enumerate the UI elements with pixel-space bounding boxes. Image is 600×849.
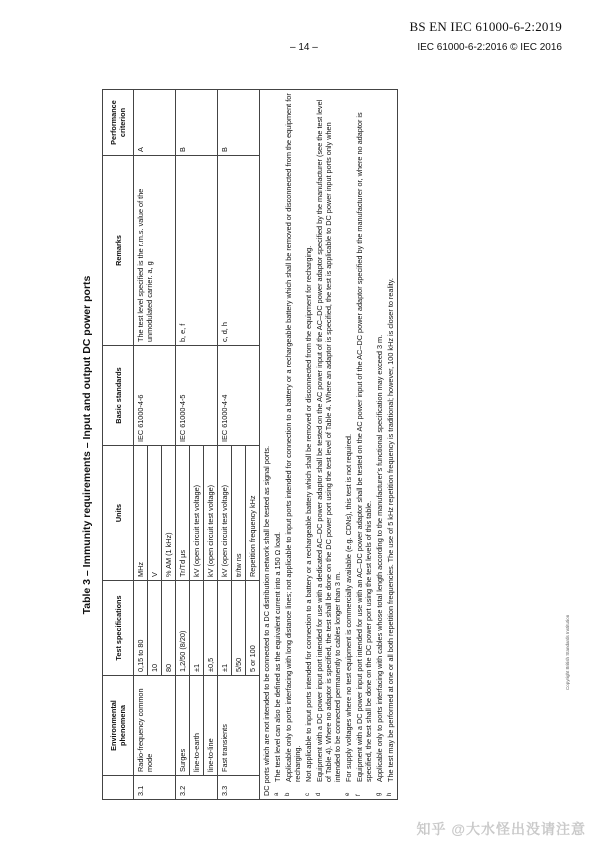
standard-id: BS EN IEC 61000-6-2:2019 [409, 19, 562, 34]
spec-value: 0,15 to 80 [134, 581, 148, 676]
footnote-text: The test level can also be defined as the equivalent current into a 150 Ω load. [273, 531, 282, 782]
col-header-remarks: Remarks [103, 156, 134, 346]
table-header-row [103, 90, 134, 800]
footnote-letter: e [345, 792, 351, 796]
criterion: A [134, 90, 176, 156]
spec-value: 5/50 [232, 581, 246, 676]
footnote-letter: g [376, 792, 382, 796]
table-note-row [260, 90, 398, 800]
criterion: B [176, 90, 218, 156]
phenomenon-sub: line-to-line [204, 676, 218, 776]
row-number: 3.1 [134, 776, 176, 800]
footnote-letter: a [274, 792, 280, 796]
remarks: c, d, h [218, 156, 260, 346]
footnote-list [273, 93, 395, 796]
phenomenon: Radio-frequency common mode [134, 676, 176, 776]
col-header-specifications: Test specifications [103, 581, 134, 676]
unit-value: MHz [134, 446, 148, 581]
spec-value: 5 or 100 [246, 581, 260, 676]
footnote [355, 93, 373, 796]
col-header-units: Units [103, 446, 134, 581]
basic-standard: IEC 61000-4-4 [218, 346, 260, 446]
remarks: The test level specified is the r.m.s. value of the unmodulated carrier. a, g [134, 156, 176, 346]
footnote [386, 93, 395, 796]
unit-value: % AM (1 kHz) [162, 446, 176, 581]
table-title: Table 3 – Immunity requirements – Input and output DC power ports [81, 275, 93, 615]
page-number: – 14 – [290, 42, 318, 53]
basic-standard: IEC 61000-4-6 [134, 346, 176, 446]
spec-value: 80 [162, 581, 176, 676]
footnote-text: For supply voltages where no test equipment is commercially available (e.g. CDNs), this test is not required. [344, 434, 353, 782]
footnote-text: The test may be performed at one or all both repetition frequencies. The use of 5 kHz repetition frequency is traditional; however, 100 kHz is closer to reality. [386, 278, 395, 782]
footnote [315, 93, 342, 796]
footnote [273, 93, 282, 796]
spec-value: 1,2/50 (8/20) [176, 581, 190, 676]
unit-value: kV (open circuit test voltage) [204, 446, 218, 581]
footnote-text: Applicable only to ports interfacing with long distance lines; not applicable to input ports intended for connection to a battery or a rechargeable battery which shall be removed or disconnected from the equipment for recharging. [284, 93, 302, 782]
unit-value: Tr/Td µs [176, 446, 190, 581]
phenomenon: Fast transients [218, 676, 260, 776]
unit-value: Repetition frequency kHz [246, 446, 260, 581]
footnote [304, 93, 313, 796]
footnote [284, 93, 302, 796]
col-header-phenomena: Environmental phenomena [103, 676, 134, 776]
unit-value: kV (open circuit test voltage) [218, 446, 232, 581]
table-row [218, 90, 232, 800]
standard-reference: IEC 61000-6-2:2016 © IEC 2016 [417, 42, 562, 53]
footnote-letter: d [316, 792, 322, 796]
col-header-criterion: Performance criterion [103, 90, 134, 156]
phenomenon: Surges [176, 676, 190, 776]
criterion: B [218, 90, 260, 156]
dc-ports-note: DC ports which are not intended to be connected to a DC distribution network shall be tested as signal ports. [262, 445, 271, 796]
phenomenon-sub: line-to-earth [190, 676, 204, 776]
footnote [375, 93, 384, 796]
unit-value: tr/tw ns [232, 446, 246, 581]
rotated-table-region [76, 90, 591, 800]
row-number: 3.2 [176, 776, 218, 800]
unit-value: kV (open circuit test voltage) [190, 446, 204, 581]
col-header-num [103, 776, 134, 800]
immunity-table [102, 89, 398, 800]
table-row [134, 90, 148, 800]
basic-standard: IEC 61000-4-5 [176, 346, 218, 446]
unit-value: V [148, 446, 162, 581]
table-row [176, 90, 190, 800]
remarks: b, e, f [176, 156, 218, 346]
spec-value: ±0,5 [204, 581, 218, 676]
footnote-letter: h [387, 792, 393, 796]
footnote-text: Equipment with a DC power input port intended for use with a dedicated AC–DC power adaptor shall be tested on the AC power input of the AC–DC power adaptor specified by the manufacturer (see the test level of Table 4). Where no adaptor is specified, the test shall be done on the DC power port using the test level of Table 4. Where an adaptor is specified, the test is applicable to DC power input ports only when intended to be connected permanently to cables longer than 3 m. [315, 99, 342, 782]
row-number: 3.3 [218, 776, 260, 800]
watermark: 知乎 @大水怪出没请注意 [416, 821, 586, 837]
copyright-notice: Copyright British Standards Institution [565, 614, 570, 690]
spec-value: ±1 [218, 581, 232, 676]
footnote-text: Equipment with a DC power input port intended for use with an AC–DC power adaptor shall be tested on the AC power input of the AC–DC power adaptor specified by the manufacturer or, where no adaptor is specified, the test shall be done on the DC power port using the test levels of this table. [355, 112, 373, 782]
col-header-basic-standards: Basic standards [103, 346, 134, 446]
footnote [344, 93, 353, 796]
spec-value: ±1 [190, 581, 204, 676]
footnote-text: Not applicable to input ports intended for connection to a battery or a rechargeable battery which shall be removed or disconnected from the equipment for recharging. [304, 245, 313, 782]
footnote-letter: f [356, 794, 362, 796]
footnote-text: Applicable only to ports interfacing with cables whose total length according to the manufacturer's functional specification may exceed 3 m. [375, 334, 384, 782]
footnote-letter: c [305, 793, 311, 796]
footnote-letter: b [285, 792, 291, 796]
spec-value: 10 [148, 581, 162, 676]
table-notes [260, 90, 398, 800]
